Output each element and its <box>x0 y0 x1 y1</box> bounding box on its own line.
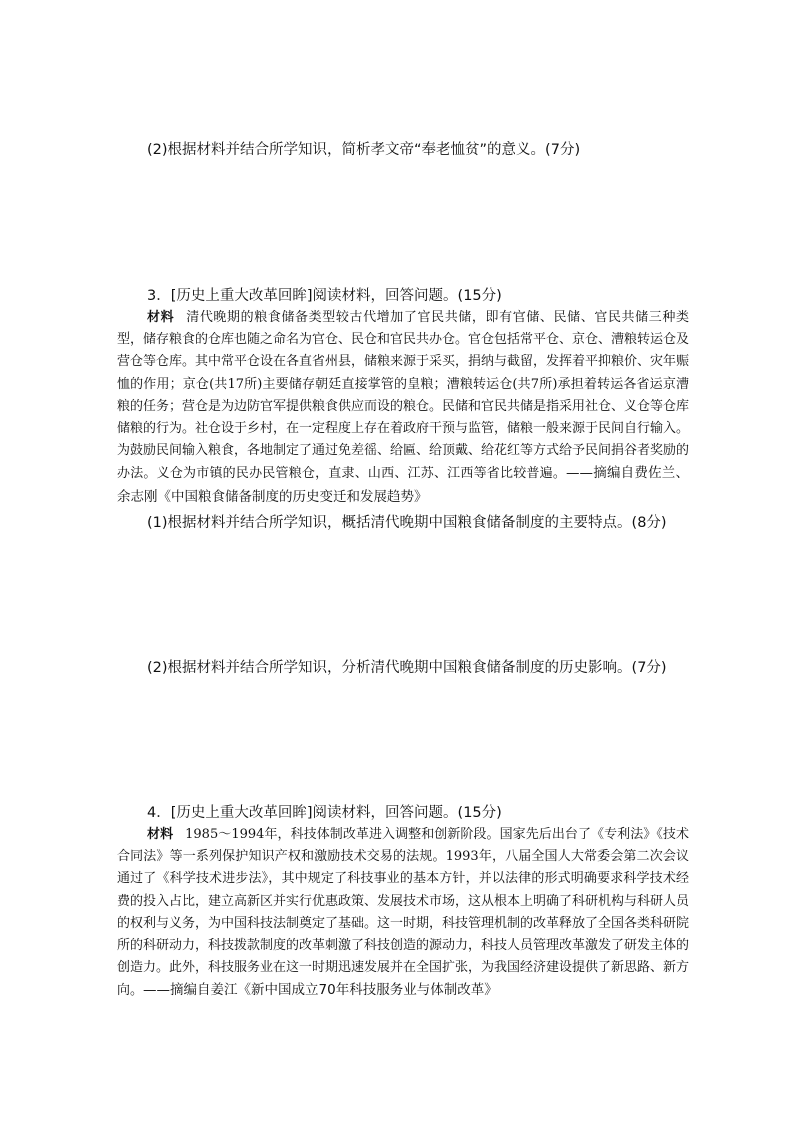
question-3-part-2: (2)根据材料并结合所学知识，分析清代晚期中国粮食储备制度的历史影响。(7分) <box>147 660 667 676</box>
material-text: 清代晚期的粮食储备类型较古代增加了官民共储，即有官储、民储、官民共储三种类型，储存粮食的仓库也随之命名为官仓、民仓和官民共办仓。官仓包括常平仓、京仓、漕粮转运仓及营仓等仓库。其中常平仓设在各直省州县，储粮来源于采买，捐纳与截留，发挥着平抑粮价、灾年赈恤的作用；京仓(共17所)主要储存朝廷直接掌管的皇粮；漕粮转运仓(共7所)承担着转运各省运京漕粮的任务；营仓是为边防官军提供粮食供应而设的粮仓。民储和官民共储是指采用社仓、义仓等仓库储粮的行为。社仓设于乡村，在一定程度上存在着政府干预与监管，储粮一般来源于民间自行输入。为鼓励民间输入粮食，各地制定了通过免差徭、给匾、给顶戴、给花红等方式给予民间捐谷者奖励的办法。义仓为市镇的民办民管粮仓，直隶、山西、江苏、江西等省比较普遍。 <box>117 310 690 482</box>
material-label: 材料 <box>147 310 175 325</box>
question-3-part-1: (1)根据材料并结合所学知识，概括清代晚期中国粮食储备制度的主要特点。(8分) <box>147 515 667 531</box>
question-4-material <box>117 824 689 1003</box>
material-text: 1985～1994年，科技体制改革进入调整和创新阶段。国家先后出台了《专利法》《技术合同法》等一系列保护知识产权和激励技术交易的法规。1993年，八届全国人大常委会第二次会议通过了《科学技术进步法》，其中规定了科技事业的基本方针，并以法律的形式明确要求科学技术经费的投入占比，建立高新区并实行优惠政策、发展技术市场，这从根本上明确了科研机构与科研人员的权利与义务，为中国科技法制奠定了基础。这一时期，科技管理机制的改革释放了全国各类科研院所的科研动力，科技拨款制度的改革刺激了科技创造的源动力，科技人员管理改革激发了研发主体的创造力。此外，科技服务业在这一时期迅速发展并在全国扩张，为我国经济建设提供了新思路、新方向。 <box>117 827 690 999</box>
question-3-material <box>117 307 689 509</box>
question-3-heading: 3．[历史上重大改革回眸]阅读材料，回答问题。(15分) <box>147 288 502 304</box>
question-4-heading: 4．[历史上重大改革回眸]阅读材料，回答问题。(15分) <box>147 805 502 821</box>
material-source: ——摘编自姜江《新中国成立70年科技服务业与体制改革》 <box>143 982 498 999</box>
material-source: ——摘编自费佐兰、余志刚《中国粮食储备制度的历史变迁和发展趋势》 <box>117 465 689 505</box>
question-2-part-2: (2)根据材料并结合所学知识，简析孝文帝“奉老恤贫”的意义。(7分) <box>147 142 581 158</box>
material-label: 材料 <box>147 827 174 842</box>
